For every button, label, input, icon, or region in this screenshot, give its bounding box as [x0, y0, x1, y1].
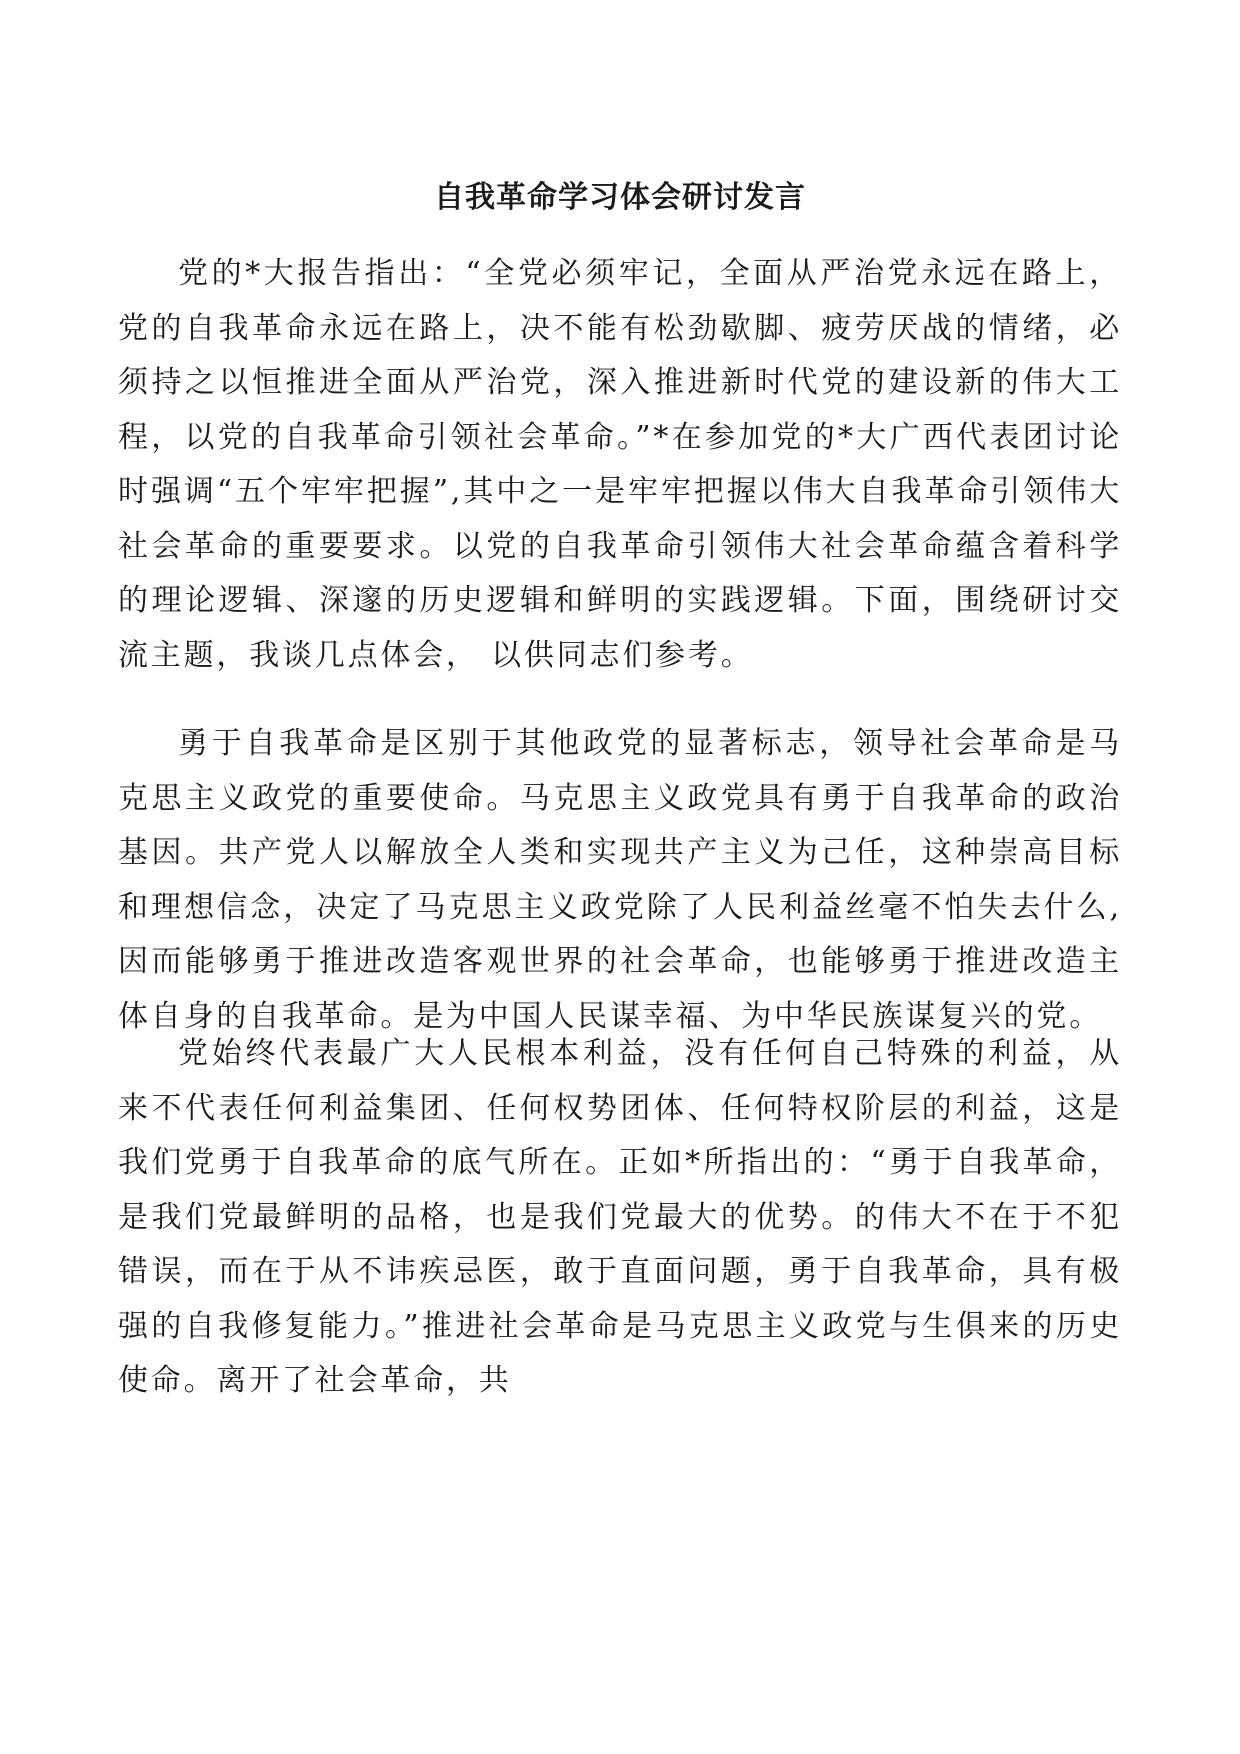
document-title: 自我革命学习体会研讨发言: [434, 180, 806, 215]
paragraph-intro: 党的*大报告指出：“全党必须牢记，全面从严治党永远在路上，党的自我革命永远在路上，决不能有松劲歇脚、疲劳厌战的情绪，必须持之以恒推进全面从严治党，深入推进新时代党的建设新的伟大工程，以党的自我革命引领社会革命。”*在参加党的*大广西代表团讨论时强调“五个牢牢把握”,其中之一是牢牢把握以伟大自我革命引领伟大社会革命的重要要求。以党的自我革命引领伟大社会革命蕴含着科学的理论逻辑、深邃的历史逻辑和鲜明的实践逻辑。下面，围绕研讨交流主题，我谈几点体会， 以供同志们参考。: [118, 256, 1122, 673]
paragraph-self-revolution: 勇于自我革命是区别于其他政党的显著标志，领导社会革命是马克思主义政党的重要使命。马克思主义政党具有勇于自我革命的政治基因。共产党人以解放全人类和实现共产主义为己任，这种崇高目标和理想信念，决定了马克思主义政党除了人民利益丝毫不怕失去什么,因而能够勇于推进改造客观世界的社会革命，也能够勇于推进改造主体自身的自我革命。是为中国人民谋幸福、为中华民族谋复兴的党。: [118, 726, 1122, 1034]
paragraph-people-interest: 党始终代表最广大人民根本利益，没有任何自己特殊的利益，从来不代表任何利益集团、任何权势团体、任何特权阶层的利益，这是我们党勇于自我革命的底气所在。正如*所指出的：“勇于自我革命，是我们党最鲜明的品格，也是我们党最大的优势。的伟大不在于不犯错误，而在于从不讳疾忌医，敢于直面问题，勇于自我革命，具有极强的自我修复能力。”推进社会革命是马克思主义政党与生俱来的历史使命。离开了社会革命，共: [118, 1036, 1122, 1398]
